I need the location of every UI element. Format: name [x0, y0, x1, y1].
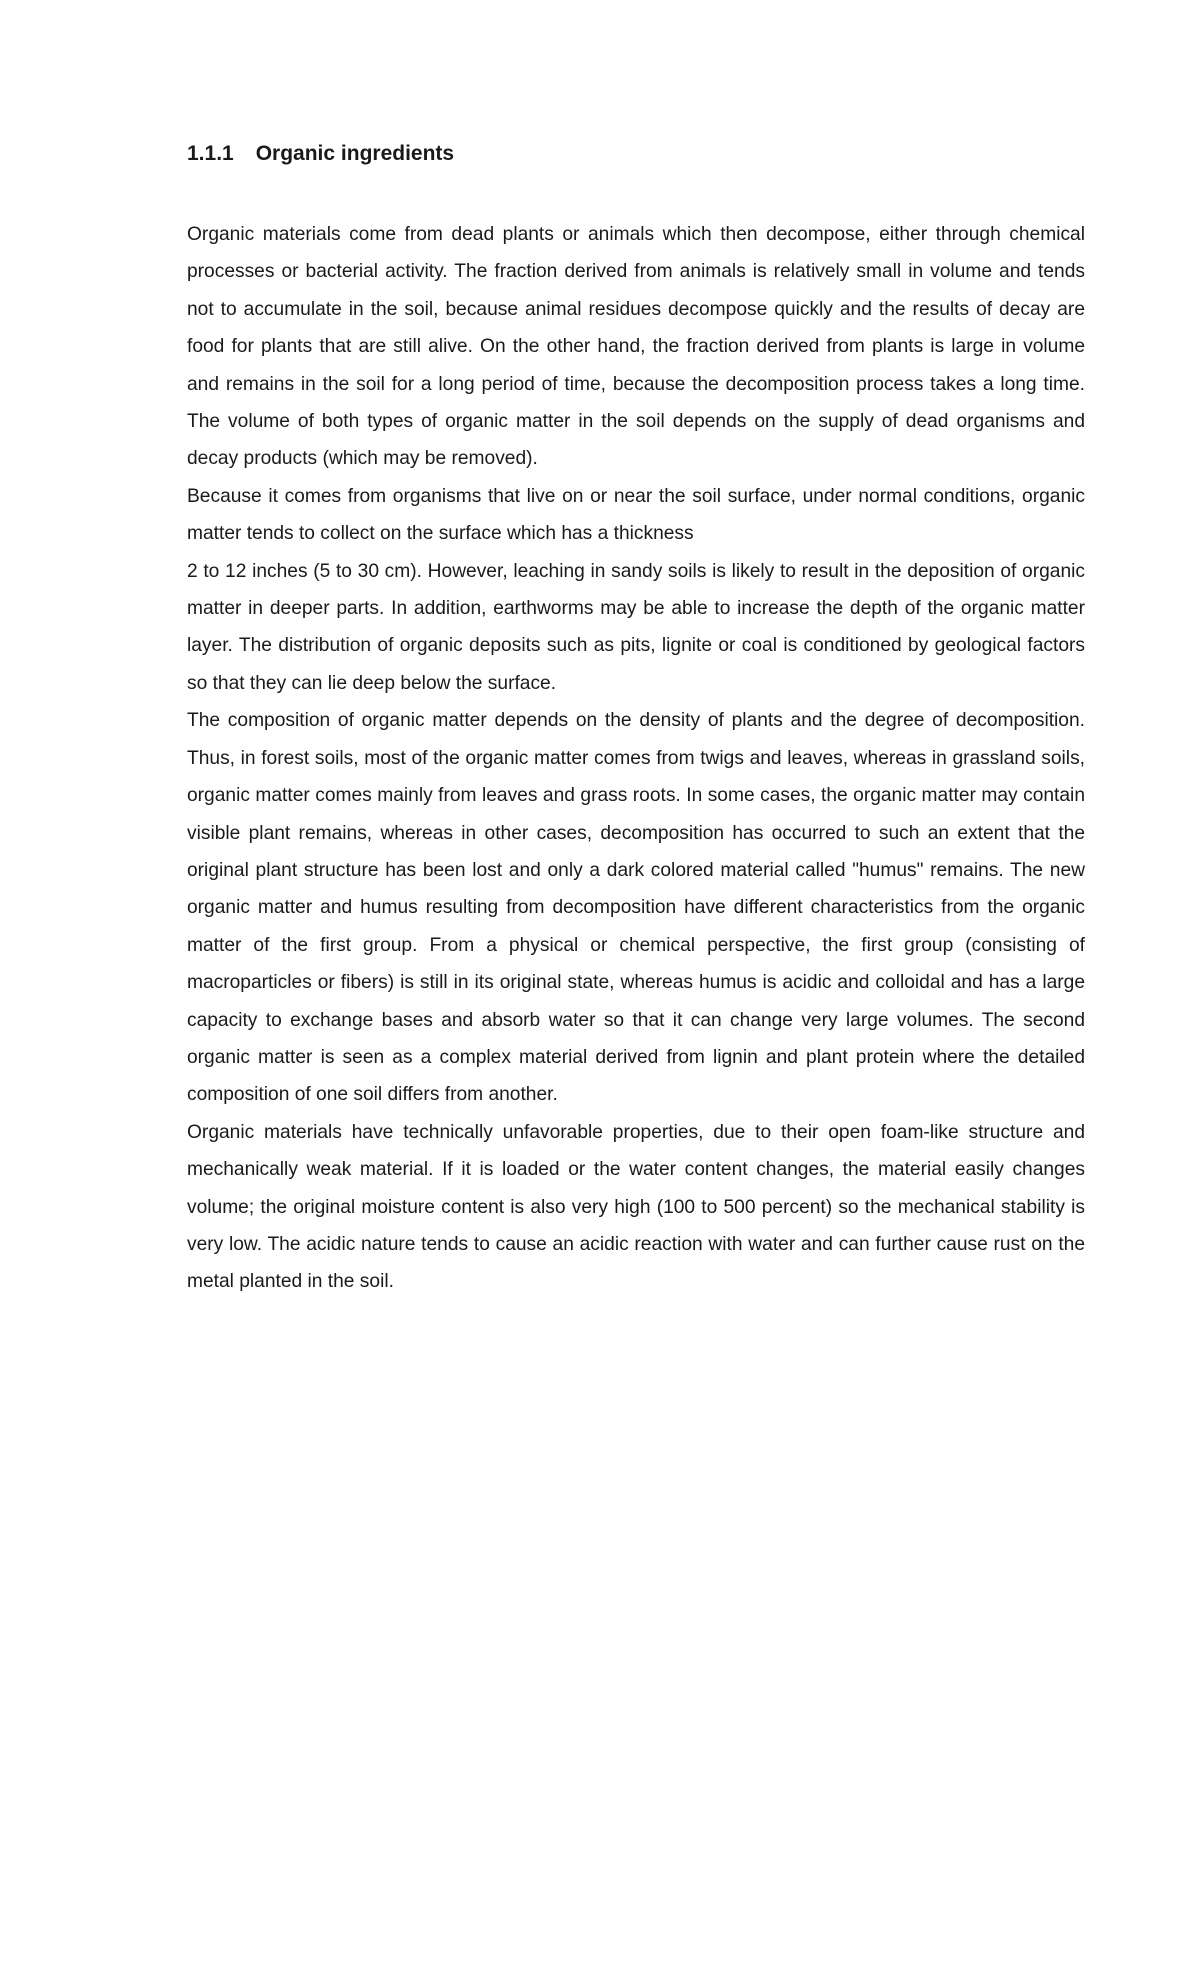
- paragraph-5: Organic materials have technically unfavorable properties, due to their open foam-like structure and mechanically weak material. If it is loaded or the water content changes, the material easily changes volume; the original moisture content is also very high (100 to 500 percent) so the mechanical stability is very low. The acidic nature tends to cause an acidic reaction with water and can further cause rust on the metal planted in the soil.: [187, 1121, 1085, 1293]
- section-title: Organic ingredients: [255, 142, 455, 165]
- section-number: 1.1.1: [187, 142, 234, 165]
- paragraph-1: Organic materials come from dead plants or animals which then decompose, either through chemical processes or bacterial activity. The fraction derived from animals is relatively small in volume and tends not to accumulate in the soil, because animal residues decompose quickly and the results of decay are food for plants that are still alive. On the other hand, the fraction derived from plants is large in volume and remains in the soil for a long period of time, because the decomposition process takes a long time. The volume of both types of organic matter in the soil depends on the supply of dead organisms and decay products (which may be removed).: [187, 224, 1085, 470]
- paragraph-2: Because it comes from organisms that live on or near the soil surface, under normal conditions, organic matter tends to collect on the surface which has a thickness: [187, 485, 1085, 545]
- paragraph-3: 2 to 12 inches (5 to 30 cm). However, leaching in sandy soils is likely to result in the deposition of organic matter in deeper parts. In addition, earthworms may be able to increase the depth of the organic matter layer. The distribution of organic deposits such as pits, lignite or coal is conditioned by geological factors so that they can lie deep below the surface.: [187, 560, 1085, 694]
- document-page: [187, 140, 1085, 1301]
- section-heading: [187, 140, 1085, 168]
- paragraph-4: The composition of organic matter depends on the density of plants and the degree of decomposition. Thus, in forest soils, most of the organic matter comes from twigs and leaves, whereas in grassland soils, organic matter comes mainly from leaves and grass roots. In some cases, the organic matter may contain visible plant remains, whereas in other cases, decomposition has occurred to such an extent that the original plant structure has been lost and only a dark colored material called "humus" remains. The new organic matter and humus resulting from decomposition have different characteristics from the organic matter of the first group. From a physical or chemical perspective, the first group (consisting of macroparticles or fibers) is still in its original state, whereas humus is acidic and colloidal and has a large capacity to exchange bases and absorb water so that it can change very large volumes. The second organic matter is seen as a complex material derived from lignin and plant protein where the detailed composition of one soil differs from another.: [187, 710, 1085, 1106]
